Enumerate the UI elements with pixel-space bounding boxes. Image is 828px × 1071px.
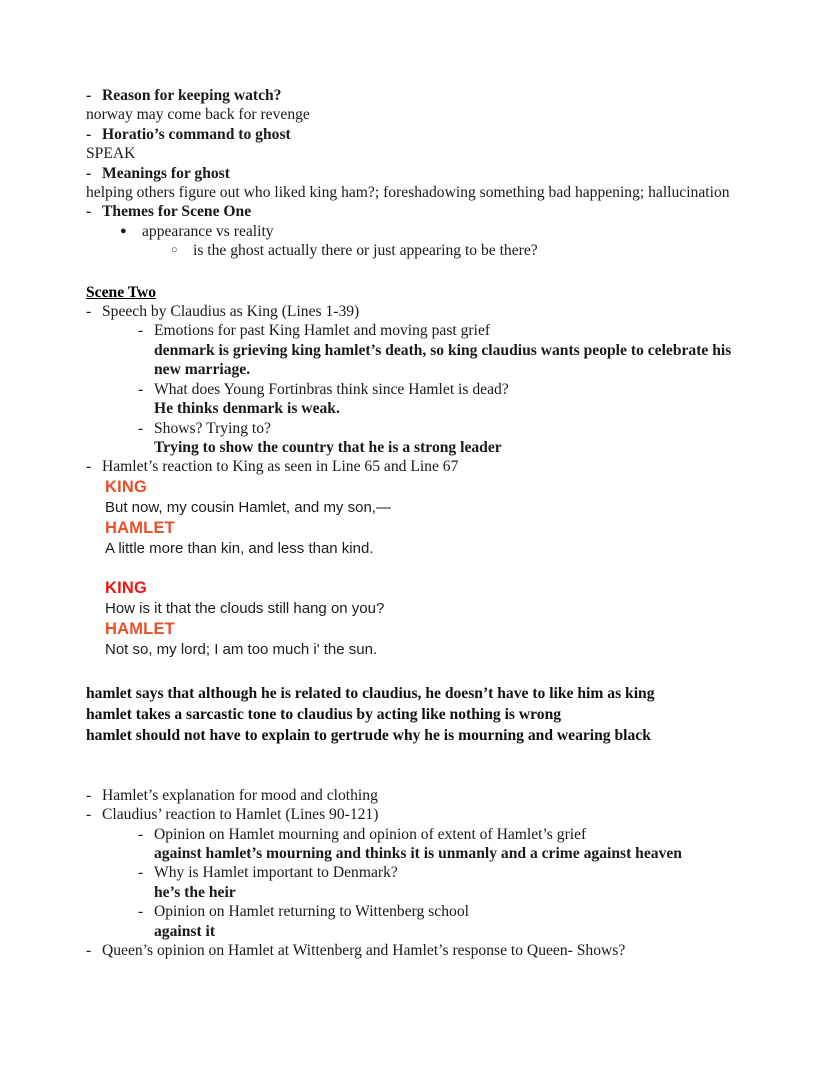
outline-answer-opinion-mourning: against hamlet’s mourning and thinks it is unmanly and a crime against heaven [154, 844, 682, 862]
outline-item-label: Hamlet’s explanation for mood and clothing [102, 786, 378, 804]
commentary-line-2: hamlet takes a sarcastic tone to claudius by acting like nothing is wrong [86, 705, 562, 723]
section-spacer [86, 261, 746, 283]
outline-answer-emotions-past-king: denmark is grieving king hamlet’s death, so king claudius wants people to celebrate his new marriage. [154, 341, 732, 379]
outline-subitem-label: Why is Hamlet important to Denmark? [154, 864, 398, 882]
outline-item-hamlet-reaction-to-king [86, 457, 746, 476]
dash-marker-icon: - [138, 322, 144, 340]
outline-item-label: Themes for Scene One [102, 203, 252, 221]
outline-item-label: Claudius’ reaction to Hamlet (Lines 90-121) [102, 806, 379, 824]
outline-subitem-label: Emotions for past King Hamlet and moving past grief [154, 322, 491, 340]
speaker-hamlet-1: HAMLET [105, 519, 175, 538]
dash-marker-icon: - [138, 903, 144, 921]
outline-item-hamlet-explanation-mood [86, 786, 746, 805]
outline-subitem-opinion-mourning [138, 825, 746, 844]
outline-answer-why-important: he’s the heir [154, 883, 236, 901]
outline-item-label: Horatio’s command to ghost [102, 125, 291, 143]
scene-one-block [86, 86, 746, 261]
dash-marker-icon: - [86, 941, 92, 959]
dialogue-exchange-2 [105, 578, 746, 661]
dash-marker-icon: - [86, 806, 92, 824]
outline-answer-shows-trying-to: Trying to show the country that he is a strong leader [154, 438, 502, 456]
speaker-king-1: KING [105, 477, 148, 496]
speech-hamlet-1: A little more than kin, and less than kind. [105, 540, 374, 558]
outline-answer-fortinbras: He thinks denmark is weak. [154, 400, 340, 418]
dash-marker-icon: - [86, 303, 92, 321]
outline-bullet-appearance-vs-reality [120, 222, 746, 241]
dialogue-block [105, 477, 746, 661]
dash-marker-icon: - [86, 164, 92, 182]
outline-item-claudius-reaction [86, 805, 746, 824]
outline-subitem-fortinbras [138, 380, 746, 399]
outline-item-label: Meanings for ghost [102, 164, 230, 182]
outline-subitem-emotions-past-king [138, 321, 746, 340]
outline-subitem-label: Opinion on Hamlet returning to Wittenberg school [154, 903, 469, 921]
outline-subitem-wittenberg-return [138, 902, 746, 921]
outline-item-horatio-command [86, 125, 746, 144]
dash-marker-icon: - [86, 87, 92, 104]
outline-item-reason-for-keeping-watch [86, 86, 746, 105]
outline-answer-wittenberg-return: against it [154, 922, 216, 940]
speaker-king-2: KING [105, 578, 148, 597]
commentary-line-3: hamlet should not have to explain to gertrude why he is mourning and wearing black [86, 726, 651, 744]
outline-subitem-why-important [138, 863, 746, 882]
outline-item-label: Hamlet’s reaction to King as seen in Line 65 and Line 67 [102, 458, 459, 476]
outline-subitem-label: What does Young Fortinbras think since Hamlet is dead? [154, 380, 509, 398]
dash-marker-icon: - [138, 864, 144, 882]
dash-marker-icon: - [138, 419, 144, 437]
scene-two-block [86, 283, 746, 477]
speech-king-2: How is it that the clouds still hang on you? [105, 599, 385, 617]
dash-marker-icon: - [86, 786, 92, 804]
outline-bullet-label: appearance vs reality [142, 222, 274, 240]
outline-item-label: Queen’s opinion on Hamlet at Wittenberg and Hamlet’s response to Queen- Shows? [102, 941, 626, 959]
outline-item-speech-by-claudius [86, 302, 746, 321]
bullet-hollow-icon: ○ [171, 244, 178, 257]
outline-subitem-label: Opinion on Hamlet mourning and opinion of extent of Hamlet’s grief [154, 825, 587, 843]
outline-answer-reason-for-keeping-watch: norway may come back for revenge [86, 106, 310, 124]
closing-top-spacer [86, 746, 746, 786]
outline-item-label: Speech by Claudius as King (Lines 1-39) [102, 303, 360, 321]
speech-king-1: But now, my cousin Hamlet, and my son,— [105, 498, 391, 516]
outline-item-themes-for-scene-one [86, 202, 746, 221]
outline-answer-meanings-for-ghost: helping others figure out who liked king ham?; foreshadowing something bad happening; hallucination [86, 184, 730, 202]
outline-item-queen-opinion [86, 941, 746, 960]
speech-hamlet-2: Not so, my lord; I am too much i' the sun. [105, 641, 378, 659]
bullet-filled-icon: ● [120, 224, 127, 237]
outline-subbullet-ghost-question [171, 241, 746, 260]
commentary-top-spacer [86, 661, 746, 683]
speaker-hamlet-2: HAMLET [105, 620, 175, 639]
dash-marker-icon: - [86, 458, 92, 476]
outline-item-meanings-for-ghost [86, 164, 746, 183]
outline-item-label: Reason for keeping watch? [102, 87, 282, 104]
outline-subitem-shows-trying-to [138, 419, 746, 438]
outline-subbullet-label: is the ghost actually there or just appearing to be there? [193, 242, 538, 260]
commentary-block [86, 683, 746, 746]
outline-answer-horatio-command: SPEAK [86, 145, 136, 163]
dash-marker-icon: - [86, 203, 92, 221]
dash-marker-icon: - [86, 125, 92, 143]
scene-two-heading: Scene Two [86, 283, 157, 301]
commentary-line-1: hamlet says that although he is related to claudius, he doesn’t have to like him as king [86, 684, 655, 702]
dialogue-exchange-1 [105, 477, 746, 560]
document-body [86, 86, 746, 960]
dash-marker-icon: - [138, 825, 144, 843]
outline-subitem-label: Shows? Trying to? [154, 419, 271, 437]
dash-marker-icon: - [138, 380, 144, 398]
dialogue-spacer [105, 560, 746, 578]
closing-block [86, 786, 746, 961]
